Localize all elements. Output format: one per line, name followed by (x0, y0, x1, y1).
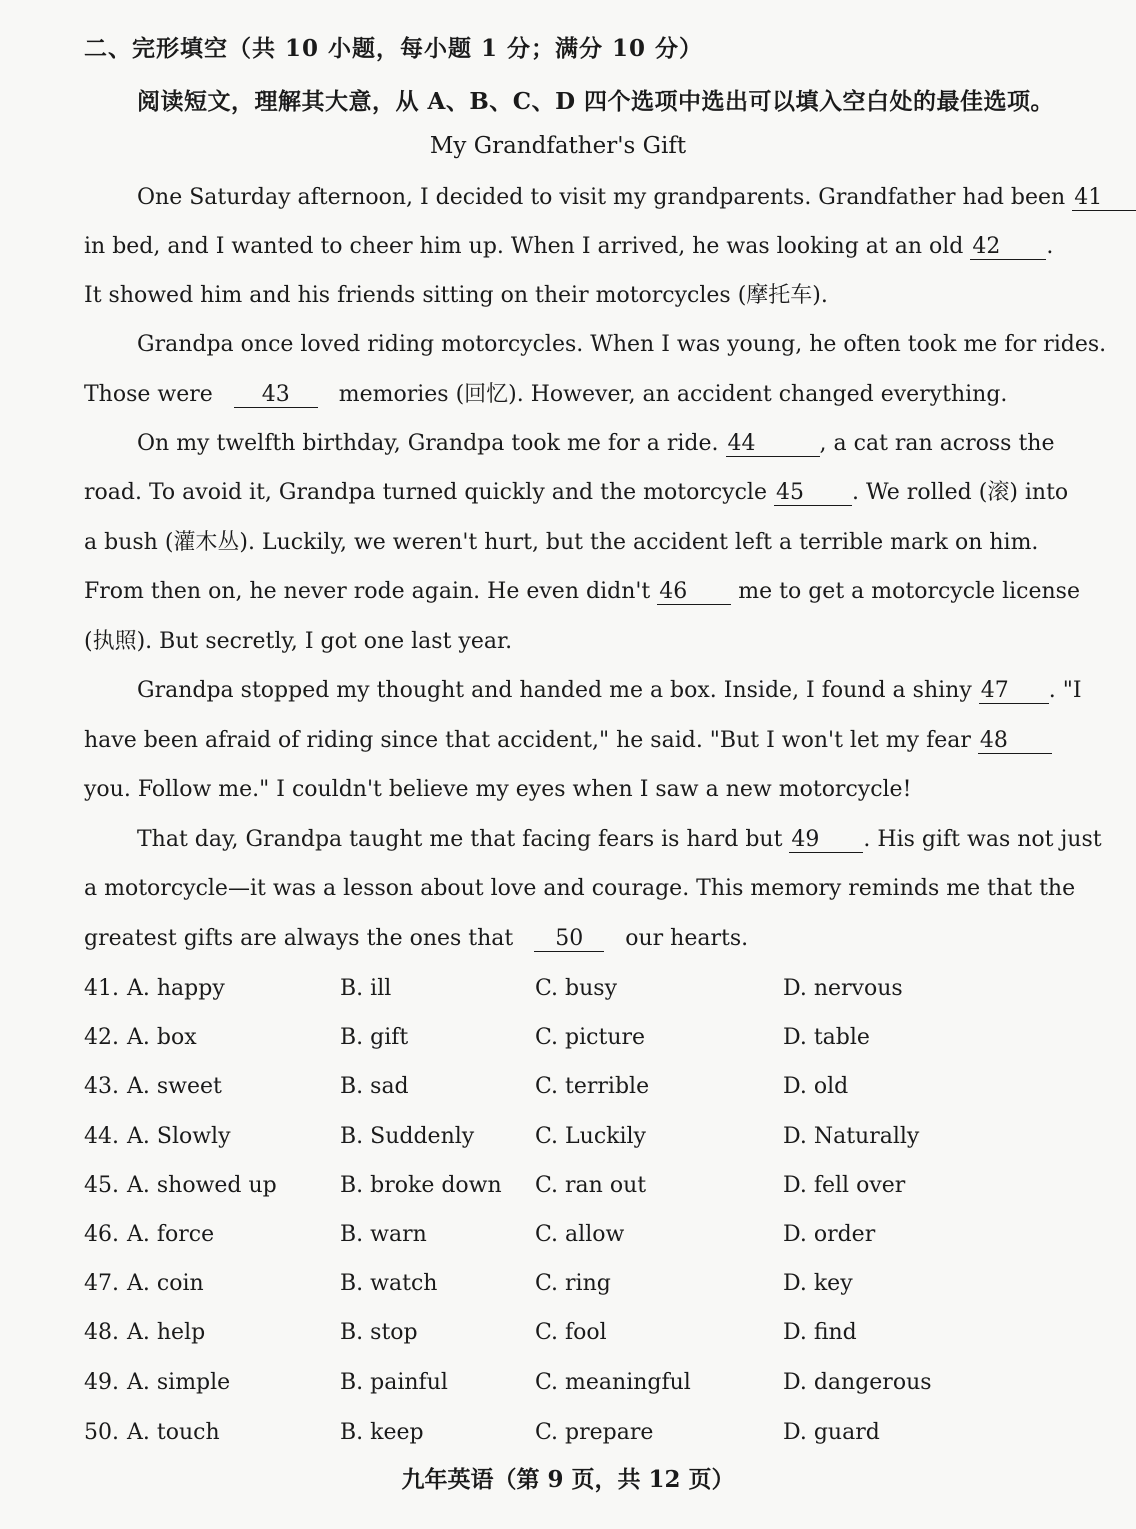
blank-47: 47 (979, 679, 1049, 704)
blank-44: 44 (726, 432, 820, 457)
question-number: 41. (84, 976, 119, 1001)
option-c: C. ran out (535, 1173, 647, 1198)
option-c: C. Luckily (535, 1124, 646, 1149)
option-a: A. help (127, 1320, 206, 1345)
passage-line: Grandpa stopped my thought and handed me a box. Inside, I found a shiny 47 . "I (137, 678, 1082, 703)
option-a: A. box (127, 1025, 197, 1050)
passage-line: a bush (灌木丛). Luckily, we weren't hurt, but the accident left a terrible mark on him. (84, 530, 1039, 555)
passage-line: Those were 43 memories (回忆). However, an accident changed everything. (84, 382, 1008, 407)
question-number: 49. (84, 1370, 119, 1395)
option-c: C. terrible (535, 1074, 650, 1099)
option-a: A. simple (127, 1370, 231, 1395)
option-d: D. order (783, 1222, 876, 1247)
question-number: 47. (84, 1271, 119, 1296)
passage-line: That day, Grandpa taught me that facing fears is hard but 49 . His gift was not just (137, 827, 1102, 852)
option-d: D. guard (783, 1420, 880, 1445)
blank-46: 46 (657, 580, 731, 605)
option-a: A. Slowly (127, 1124, 231, 1149)
passage-line: It showed him and his friends sitting on their motorcycles (摩托车). (84, 283, 828, 308)
option-a: A. happy (127, 976, 225, 1001)
option-d: D. Naturally (783, 1124, 920, 1149)
section-title: 二、完形填空（共 10 小题，每小题 1 分；满分 10 分） (84, 35, 704, 62)
blank-48: 48 (978, 729, 1052, 754)
option-b: B. Suddenly (340, 1124, 475, 1149)
question-number: 43. (84, 1074, 119, 1099)
option-c: C. allow (535, 1222, 625, 1247)
passage-line: On my twelfth birthday, Grandpa took me for a ride. 44 , a cat ran across the (137, 431, 1055, 456)
passage-line: One Saturday afternoon, I decided to visit my grandparents. Grandfather had been 41 (137, 183, 1031, 213)
option-d: D. find (783, 1320, 857, 1345)
section-instruction: 阅读短文，理解其大意，从 A、B、C、D 四个选项中选出可以填入空白处的最佳选项。 (137, 88, 1055, 115)
question-number: 42. (84, 1025, 119, 1050)
blank-49: 49 (789, 828, 863, 853)
option-a: A. force (127, 1222, 215, 1247)
option-b: B. gift (340, 1025, 409, 1050)
option-d: D. old (783, 1074, 849, 1099)
passage-title: My Grandfather's Gift (429, 133, 687, 159)
passage-line: have been afraid of riding since that accident," he said. "But I won't let my fear 48 (84, 726, 1031, 756)
option-b: B. ill (340, 976, 392, 1001)
page-footer: 九年英语（第 9 页，共 12 页） (401, 1466, 735, 1493)
passage-line: road. To avoid it, Grandpa turned quickly and the motorcycle 45 . We rolled (滚) into (84, 480, 1069, 505)
blank-42: 42 (970, 235, 1046, 260)
question-number: 46. (84, 1222, 119, 1247)
blank-45: 45 (774, 481, 852, 506)
option-d: D. fell over (783, 1173, 906, 1198)
option-b: B. watch (340, 1271, 438, 1296)
question-number: 48. (84, 1320, 119, 1345)
option-c: C. busy (535, 976, 618, 1001)
option-a: A. showed up (127, 1173, 277, 1198)
option-b: B. sad (340, 1074, 409, 1099)
option-d: D. nervous (783, 976, 903, 1001)
option-a: A. sweet (127, 1074, 222, 1099)
option-c: C. meaningful (535, 1370, 691, 1395)
option-b: B. warn (340, 1222, 427, 1247)
option-c: C. picture (535, 1025, 646, 1050)
passage-line: (执照). But secretly, I got one last year. (84, 629, 513, 654)
option-b: B. stop (340, 1320, 418, 1345)
option-c: C. prepare (535, 1420, 654, 1445)
question-number: 44. (84, 1124, 119, 1149)
option-b: B. keep (340, 1420, 424, 1445)
passage-line: in bed, and I wanted to cheer him up. When I arrived, he was looking at an old 42 . (84, 234, 1054, 259)
option-d: D. dangerous (783, 1370, 932, 1395)
option-c: C. fool (535, 1320, 607, 1345)
option-d: D. key (783, 1271, 853, 1296)
option-a: A. coin (127, 1271, 204, 1296)
blank-41: 41 (1072, 186, 1136, 211)
option-c: C. ring (535, 1271, 611, 1296)
passage-line: a motorcycle—it was a lesson about love and courage. This memory reminds me that the (84, 876, 1076, 901)
option-b: B. painful (340, 1370, 448, 1395)
blank-50: 50 (534, 927, 604, 952)
question-number: 45. (84, 1173, 119, 1198)
option-d: D. table (783, 1025, 870, 1050)
passage-line: you. Follow me." I couldn't believe my eyes when I saw a new motorcycle! (84, 777, 912, 802)
option-b: B. broke down (340, 1173, 502, 1198)
question-number: 50. (84, 1420, 119, 1445)
blank-43: 43 (234, 383, 318, 408)
option-a: A. touch (127, 1420, 220, 1445)
passage-line: Grandpa once loved riding motorcycles. When I was young, he often took me for rides. (137, 332, 1107, 357)
passage-line: greatest gifts are always the ones that 50 our hearts. (84, 926, 749, 951)
passage-line: From then on, he never rode again. He even didn't 46 me to get a motorcycle license (84, 579, 1080, 604)
